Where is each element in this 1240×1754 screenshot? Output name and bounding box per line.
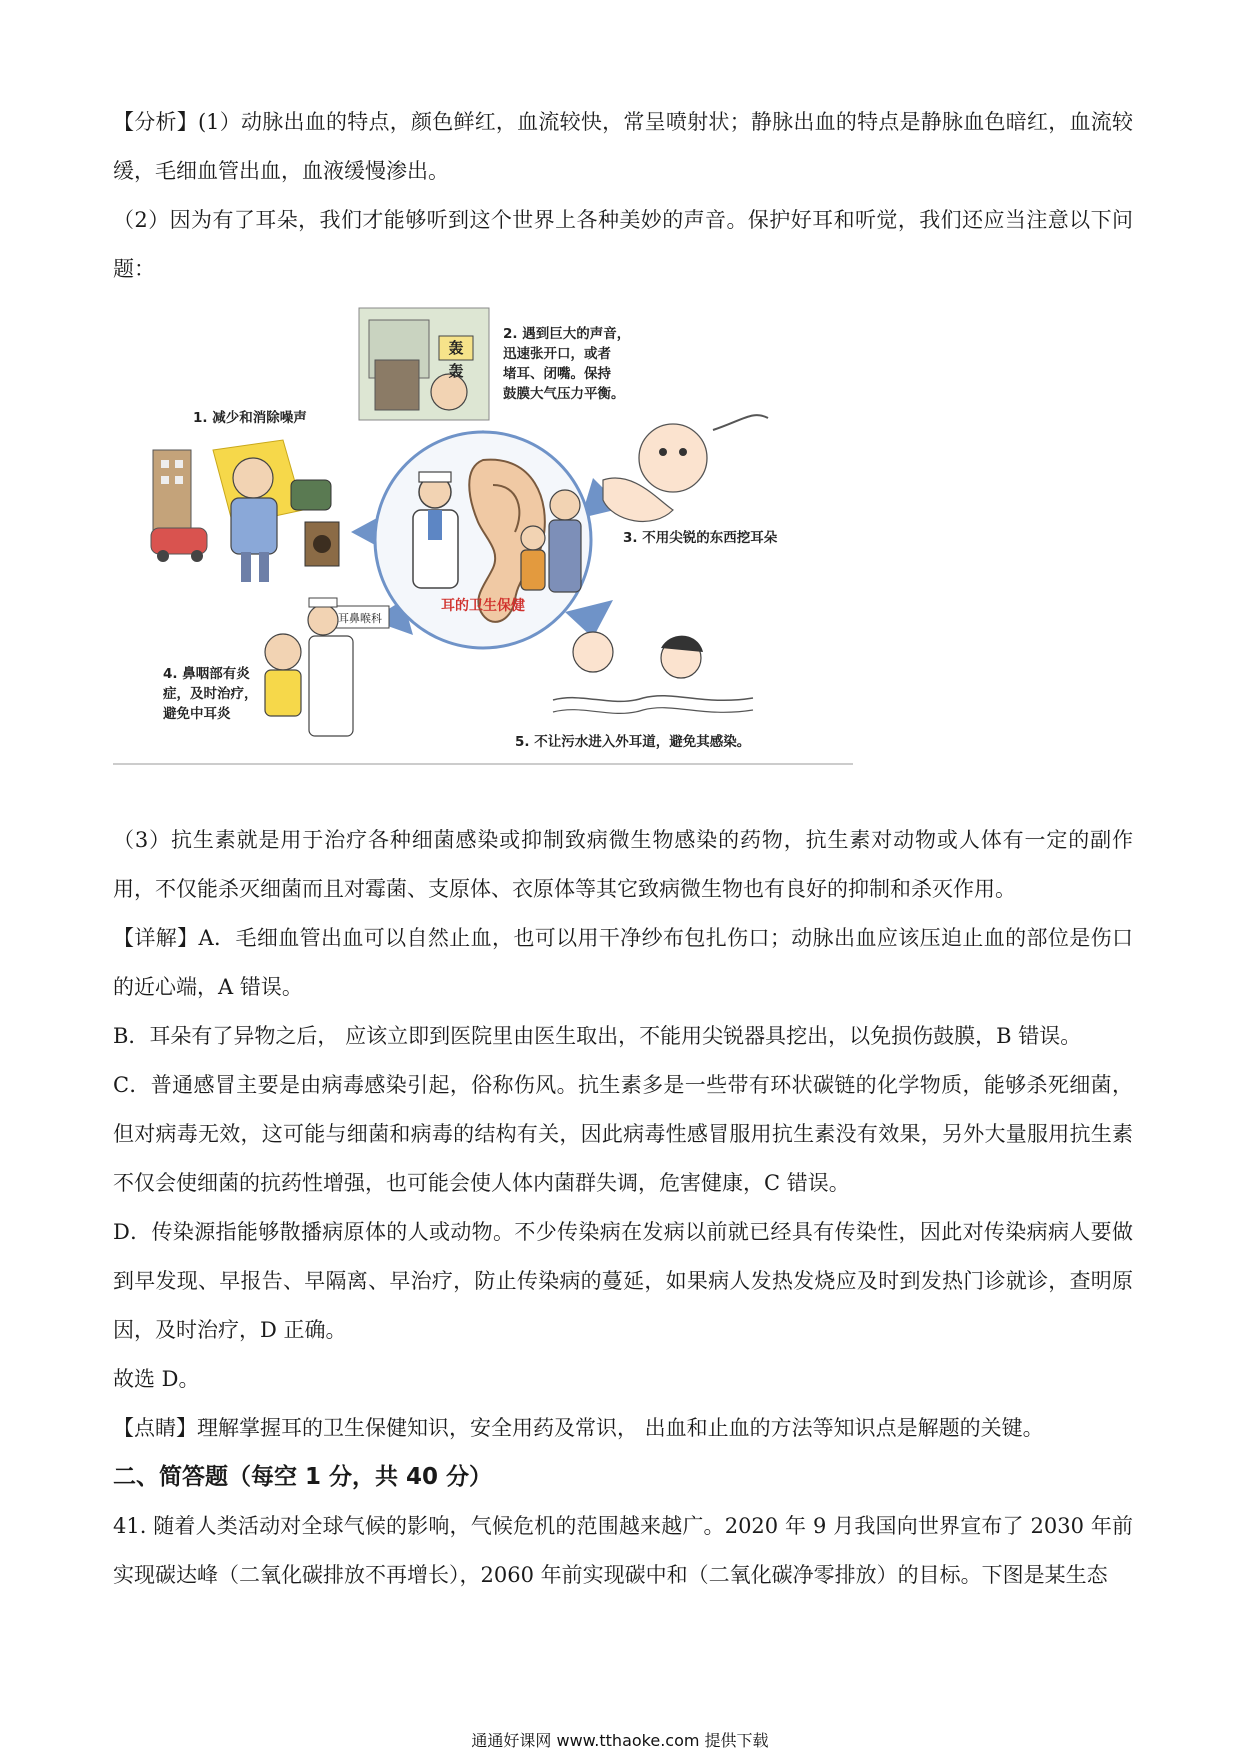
caption-1: 1. 减少和消除噪声 xyxy=(193,410,307,426)
answer-line: 故选 D。 xyxy=(113,1367,200,1391)
analysis-paragraph-1: 【分析】(1）动脉出血的特点，颜色鲜红，血流较快，常呈喷射状；静脉出血的特点是静脉血色暗红，血流较缓，毛细血管出血，血液缓慢渗出。 xyxy=(113,110,1133,183)
detail-option-a: 【详解】A．毛细血管出血可以自然止血，也可以用干净纱布包扎伤口；动脉出血应该压迫止血的部位是伤口的近心端，A 错误。 xyxy=(113,926,1133,999)
caption-2-line-3: 堵耳、闭嘴。保持 xyxy=(503,366,611,382)
caption-3: 3. 不用尖锐的东西挖耳朵 xyxy=(623,530,778,546)
panel-2-loud-sound xyxy=(359,308,489,420)
panel-4-clinic xyxy=(265,598,389,736)
analysis-paragraph-2: （2）因为有了耳朵，我们才能够听到这个世界上各种美妙的声音。保护好耳和听觉，我们还应当注意以下问题： xyxy=(113,208,1133,281)
comment-line: 【点睛】理解掌握耳的卫生保健知识，安全用药及常识， 出血和止血的方法等知识点是解题的关键。 xyxy=(113,1416,1044,1440)
detail-option-d: D．传染源指能够散播病原体的人或动物。不少传染病在发病以前就已经具有传染性，因此对传染病病人要做到早发现、早报告、早隔离、早治疗，防止传染病的蔓延，如果病人发热发烧应及时到发热门诊就诊，查明原因，及时治疗，D 正确。 xyxy=(113,1220,1133,1342)
caption-4-line-2: 症，及时治疗， xyxy=(163,686,258,702)
analysis-paragraph-3: （3）抗生素就是用于治疗各种细菌感染或抑制致病微生物感染的药物，抗生素对动物或人体有一定的副作用，不仅能杀灭细菌而且对霉菌、支原体、衣原体等其它致病微生物也有良好的抑制和杀灭作用。 xyxy=(113,828,1133,901)
caption-4-line-1: 4. 鼻咽部有炎 xyxy=(163,666,250,682)
panel-5-swimming xyxy=(553,632,753,713)
caption-2-line-1: 2. 遇到巨大的声音， xyxy=(503,326,631,342)
caption-4-line-3: 避免中耳炎 xyxy=(163,706,231,722)
bang-text-1: 轰 xyxy=(448,339,464,357)
detail-option-c: C．普通感冒主要是由病毒感染引起，俗称伤风。抗生素多是一些带有环状碳链的化学物质，能够杀死细菌，但对病毒无效，这可能与细菌和病毒的结构有关，因此病毒性感冒服用抗生素没有效果，另外大量服用抗生素不仅会使细菌的抗药性增强，也可能会使人体内菌群失调，危害健康，C 错误。 xyxy=(113,1073,1133,1195)
page-footer: 通通好课网 www.tthaoke.com 提供下载 xyxy=(471,1731,769,1750)
bang-text-2: 轰 xyxy=(448,362,464,380)
section-title: 二、简答题（每空 1 分，共 40 分） xyxy=(113,1464,493,1490)
page-content xyxy=(113,98,1133,1600)
panel-3-baby xyxy=(603,415,768,521)
caption-5: 5. 不让污水进入外耳道，避免其感染。 xyxy=(515,734,751,750)
caption-2-line-2: 迅速张开口，或者 xyxy=(503,346,611,362)
panel-1-noise xyxy=(151,440,339,582)
caption-2-line-4: 鼓膜大气压力平衡。 xyxy=(503,386,625,402)
clinic-sign: 耳鼻喉科 xyxy=(338,612,382,625)
question-41: 41. 随着人类活动对全球气候的影响，气候危机的范围越来越广。2020 年 9 月我国向世界宣布了 2030 年前实现碳达峰（二氧化碳排放不再增长），2060 年前实现碳中和（二氧化碳净零排放）的目标。下图是某生态 xyxy=(113,1514,1133,1587)
ear-hygiene-figure xyxy=(113,300,853,768)
detail-option-b: B．耳朵有了异物之后， 应该立即到医院里由医生取出，不能用尖锐器具挖出，以免损伤鼓膜，B 错误。 xyxy=(113,1024,1082,1048)
figure-spacer xyxy=(113,768,1133,816)
ear-hygiene-illustration xyxy=(113,300,853,768)
doctor-figure xyxy=(413,472,458,588)
center-caption: 耳的卫生保健 xyxy=(441,598,525,614)
